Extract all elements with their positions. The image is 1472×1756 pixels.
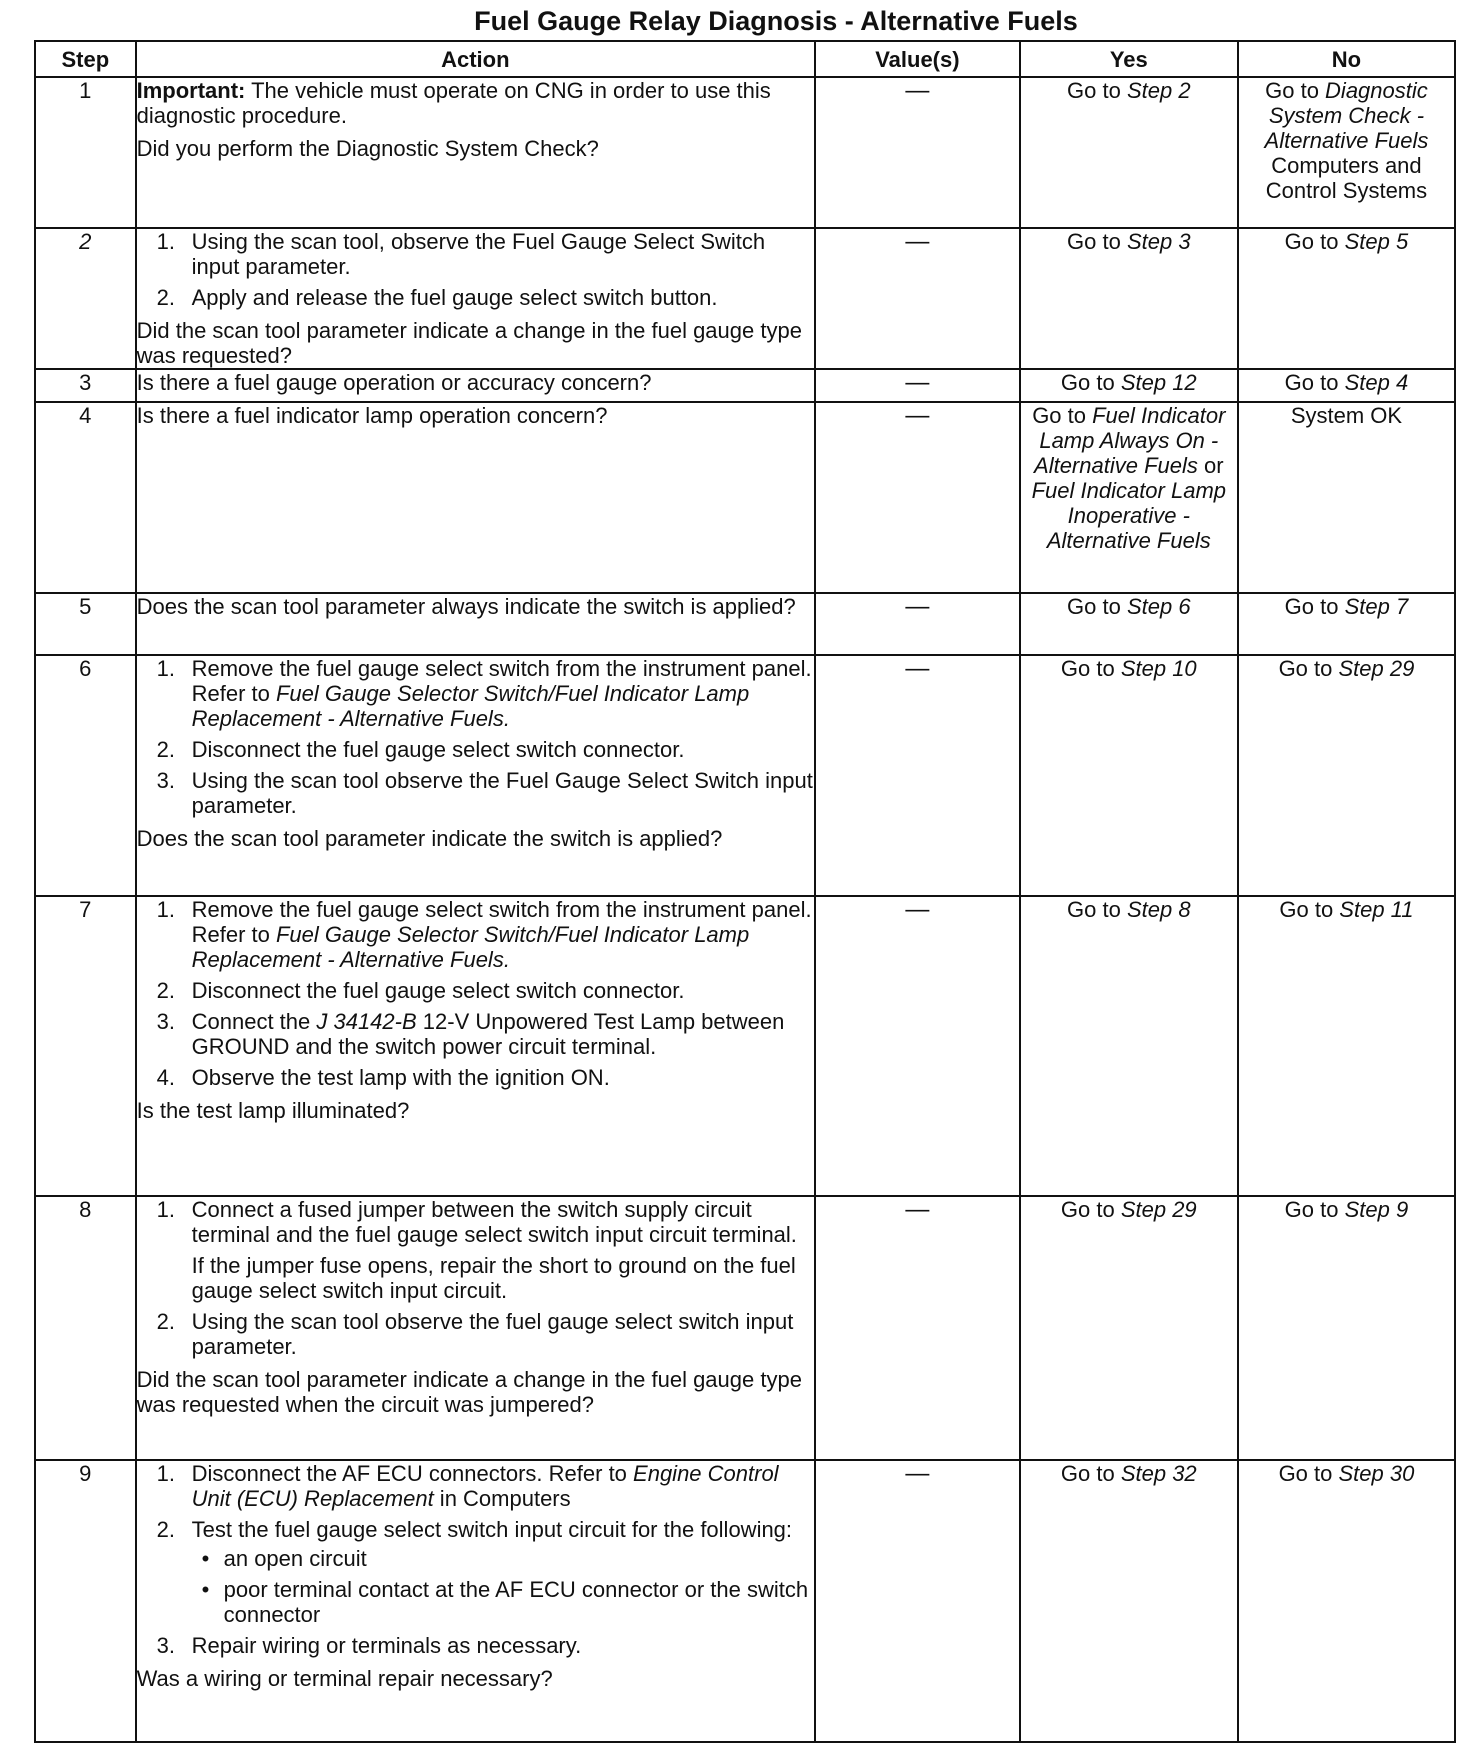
value-cell: —	[815, 228, 1020, 369]
column-header-action: Action	[136, 41, 815, 77]
yes-step-link[interactable]: Step 32	[1120, 1461, 1197, 1486]
action-question: Does the scan tool parameter indicate the switch is applied?	[136, 826, 723, 851]
yes-cell	[1020, 228, 1238, 369]
no-reference-link[interactable]: Diagnostic System Check - Alternative Fuels	[1264, 78, 1429, 153]
action-step-item: 2. Disconnect the fuel gauge select switch connector.	[156, 978, 685, 1003]
no-step-link[interactable]: Step 29	[1338, 656, 1415, 681]
no-cell	[1238, 593, 1455, 655]
action-question: Is there a fuel indicator lamp operation concern?	[136, 403, 608, 428]
action-question: Was a wiring or terminal repair necessary?	[136, 1666, 553, 1691]
action-question: Did the scan tool parameter indicate a change in the fuel gauge type was requested when the circuit was jumpered?	[136, 1367, 802, 1417]
action-steps	[137, 656, 814, 818]
no-step-link[interactable]: Step 4	[1344, 370, 1409, 395]
important-text: The vehicle must operate on CNG in order to use this diagnostic procedure.	[136, 78, 771, 128]
action-step-item: 2. Disconnect the fuel gauge select switch connector.	[156, 737, 685, 762]
no-step-link[interactable]: Step 9	[1344, 1197, 1409, 1222]
yes-prefix: Go to	[1032, 403, 1093, 428]
action-step-item: 1. Connect a fused jumper between the switch supply circuit terminal and the fuel gauge select switch input circuit terminal. If the jumper fuse opens, repair the short to ground on the fuel gauge select switch input circuit.	[137, 1197, 814, 1303]
action-step-text: Disconnect the fuel gauge select switch connector.	[191, 978, 685, 1003]
no-cell: System OK	[1238, 402, 1455, 593]
value-cell: —	[815, 655, 1020, 896]
yes-prefix: Go to	[1067, 897, 1127, 922]
yes-cell	[1020, 402, 1238, 593]
value-cell: —	[815, 1196, 1020, 1460]
step-number: 6	[35, 655, 136, 896]
table-row-step-3	[35, 369, 1455, 402]
action-step-item: 3. Connect the J 34142-B 12-V Unpowered Test Lamp between GROUND and the switch power circuit terminal.	[156, 1009, 785, 1059]
step-number: 7	[35, 896, 136, 1196]
action-step-text: Connect a fused jumper between the switch supply circuit terminal and the fuel gauge select switch input circuit terminal.	[191, 1197, 797, 1247]
action-question: Is the test lamp illuminated?	[136, 1098, 410, 1123]
action-question: Did the scan tool parameter indicate a change in the fuel gauge type was requested?	[136, 318, 802, 368]
no-step-link[interactable]: Step 11	[1339, 897, 1414, 922]
value-cell: —	[815, 402, 1020, 593]
action-step-text: 12-V Unpowered Test Lamp between GROUND and the switch power circuit terminal.	[191, 1009, 785, 1059]
no-prefix: Go to	[1284, 1197, 1345, 1222]
no-prefix: Go to	[1284, 370, 1345, 395]
column-header-no: No	[1238, 41, 1455, 77]
reference-link[interactable]: Engine Control Unit (ECU) Replacement	[191, 1461, 779, 1511]
action-step-text: Test the fuel gauge select switch input circuit for the following:	[191, 1517, 793, 1542]
yes-prefix: Go to	[1060, 1461, 1121, 1486]
step-number-text: 2	[79, 229, 92, 254]
step-number: 4	[35, 402, 136, 593]
table-row-step-4	[35, 402, 1455, 593]
yes-reference-link[interactable]: Fuel Indicator Lamp Inoperative - Alternative Fuels	[1031, 478, 1227, 553]
action-step-text: Observe the test lamp with the ignition ON.	[191, 1065, 610, 1090]
action-step-text: Using the scan tool, observe the Fuel Gauge Select Switch input parameter.	[191, 229, 766, 279]
no-prefix: Go to	[1279, 897, 1340, 922]
table-row-step-2	[35, 228, 1455, 369]
yes-connector: or	[1197, 453, 1224, 478]
action-steps	[137, 1197, 814, 1359]
no-cell	[1238, 77, 1455, 228]
table-row-step-1	[35, 77, 1455, 228]
column-header-yes: Yes	[1020, 41, 1238, 77]
action-step-text: Remove the fuel gauge select switch from the instrument panel. Refer to	[191, 656, 812, 706]
no-cell	[1238, 896, 1455, 1196]
yes-prefix: Go to	[1060, 370, 1121, 395]
action-cell	[136, 77, 815, 228]
table-row-step-8	[35, 1196, 1455, 1460]
action-step-item: 2. Apply and release the fuel gauge select switch button.	[156, 285, 718, 310]
important-note	[137, 78, 814, 128]
step-number: 3	[35, 369, 136, 402]
table-header-row	[35, 41, 1455, 77]
yes-cell	[1020, 1460, 1238, 1742]
yes-cell	[1020, 1196, 1238, 1460]
step-number: 8	[35, 1196, 136, 1460]
yes-cell	[1020, 369, 1238, 402]
value-cell: —	[815, 369, 1020, 402]
yes-step-link[interactable]: Step 29	[1120, 1197, 1197, 1222]
action-cell	[136, 655, 815, 896]
table-row-step-9	[35, 1460, 1455, 1742]
yes-cell	[1020, 655, 1238, 896]
action-question: Is there a fuel gauge operation or accuracy concern?	[136, 370, 652, 395]
yes-reference-link[interactable]: Fuel Indicator Lamp Always On - Alternative Fuels	[1034, 403, 1226, 478]
action-question: Did you perform the Diagnostic System Check?	[136, 136, 599, 161]
table-row-step-5	[35, 593, 1455, 655]
important-label: Important:	[136, 78, 246, 103]
value-cell: —	[815, 593, 1020, 655]
step-number: 5	[35, 593, 136, 655]
action-cell	[136, 228, 815, 369]
yes-step-link[interactable]: Step 2	[1126, 78, 1191, 103]
value-cell: —	[815, 1460, 1020, 1742]
action-step-note: If the jumper fuse opens, repair the short to ground on the fuel gauge select switch input circuit.	[191, 1253, 796, 1303]
no-cell	[1238, 1196, 1455, 1460]
action-cell	[136, 1460, 815, 1742]
yes-cell	[1020, 593, 1238, 655]
yes-step-link[interactable]: Step 10	[1120, 656, 1197, 681]
action-step-item: 3. Using the scan tool observe the Fuel Gauge Select Switch input parameter.	[156, 768, 813, 818]
action-steps	[137, 229, 814, 310]
no-suffix: Computers and Control Systems	[1265, 153, 1428, 203]
action-step-text: Using the scan tool observe the fuel gauge select switch input parameter.	[191, 1309, 794, 1359]
yes-prefix: Go to	[1060, 656, 1121, 681]
value-cell: —	[815, 77, 1020, 228]
table-row-step-6	[35, 655, 1455, 896]
action-step-item: 1. Remove the fuel gauge select switch from the instrument panel. Refer to Fuel Gauge Selector Switch/Fuel Indicator Lamp Replacement - Alternative Fuels.	[156, 897, 812, 972]
column-header-step: Step	[35, 41, 136, 77]
bullet-list	[192, 1546, 814, 1627]
yes-prefix: Go to	[1067, 594, 1127, 619]
no-prefix: Go to	[1284, 594, 1345, 619]
step-number: 1	[35, 77, 136, 228]
page-title: Fuel Gauge Relay Diagnosis - Alternative Fuels	[474, 6, 1078, 36]
tool-reference: J 34142-B	[316, 1009, 417, 1034]
yes-prefix: Go to	[1067, 78, 1127, 103]
action-step-text: Apply and release the fuel gauge select switch button.	[191, 285, 718, 310]
action-step-text: in Computers	[433, 1486, 571, 1511]
yes-step-link[interactable]: Step 12	[1120, 370, 1197, 395]
step-number	[35, 228, 136, 369]
yes-prefix: Go to	[1067, 229, 1127, 254]
action-steps	[137, 897, 814, 1090]
no-prefix: Go to	[1265, 78, 1326, 103]
no-step-link[interactable]: Step 7	[1344, 594, 1409, 619]
action-step-item: 2. Using the scan tool observe the fuel gauge select switch input parameter.	[156, 1309, 794, 1359]
action-step-text: Repair wiring or terminals as necessary.	[191, 1633, 582, 1658]
action-cell	[136, 402, 815, 593]
yes-cell	[1020, 77, 1238, 228]
bullet-item: • an open circuit	[192, 1546, 814, 1571]
reference-link[interactable]: Fuel Gauge Selector Switch/Fuel Indicator Lamp Replacement - Alternative Fuels.	[191, 922, 750, 972]
action-step-item: 1. Remove the fuel gauge select switch from the instrument panel. Refer to Fuel Gauge Selector Switch/Fuel Indicator Lamp Replacement - Alternative Fuels.	[156, 656, 812, 731]
action-step-item: 3. Repair wiring or terminals as necessary.	[156, 1633, 582, 1658]
action-step-text: Remove the fuel gauge select switch from the instrument panel. Refer to	[191, 897, 812, 947]
yes-prefix: Go to	[1060, 1197, 1121, 1222]
yes-cell	[1020, 896, 1238, 1196]
action-cell	[136, 896, 815, 1196]
action-step-text: Disconnect the AF ECU connectors. Refer to	[191, 1461, 634, 1486]
diagnosis-table	[34, 40, 1456, 1743]
action-step-text: Connect the	[191, 1009, 317, 1034]
column-header-values: Value(s)	[815, 41, 1020, 77]
table-row-step-7	[35, 896, 1455, 1196]
no-cell	[1238, 228, 1455, 369]
action-step-item: 1. Disconnect the AF ECU connectors. Refer to Engine Control Unit (ECU) Replacement in Computers	[156, 1461, 779, 1511]
reference-link[interactable]: Fuel Gauge Selector Switch/Fuel Indicator Lamp Replacement - Alternative Fuels.	[191, 681, 750, 731]
yes-step-link[interactable]: Step 3	[1126, 229, 1191, 254]
action-question: Does the scan tool parameter always indicate the switch is applied?	[136, 594, 796, 619]
no-step-link[interactable]: Step 5	[1344, 229, 1409, 254]
no-prefix: Go to	[1278, 1461, 1339, 1486]
yes-step-link[interactable]: Step 6	[1126, 594, 1191, 619]
no-step-link[interactable]: Step 30	[1338, 1461, 1415, 1486]
yes-step-link[interactable]: Step 8	[1126, 897, 1191, 922]
action-step-text: Disconnect the fuel gauge select switch connector.	[191, 737, 685, 762]
action-steps	[137, 1461, 814, 1658]
value-cell: —	[815, 896, 1020, 1196]
no-cell	[1238, 369, 1455, 402]
no-prefix: Go to	[1284, 229, 1345, 254]
no-cell	[1238, 655, 1455, 896]
bullet-item: • poor terminal contact at the AF ECU connector or the switch connector	[192, 1577, 814, 1627]
action-step-item: 1. Using the scan tool, observe the Fuel Gauge Select Switch input parameter.	[156, 229, 766, 279]
action-cell	[136, 1196, 815, 1460]
action-step-item: 2. Test the fuel gauge select switch input circuit for the following: • an open circuit • poor terminal contact at the AF ECU connector or the switch connector	[137, 1517, 814, 1627]
no-prefix: Go to	[1278, 656, 1339, 681]
step-number: 9	[35, 1460, 136, 1742]
action-cell	[136, 369, 815, 402]
action-step-item: 4. Observe the test lamp with the ignition ON.	[156, 1065, 610, 1090]
action-step-text: Using the scan tool observe the Fuel Gauge Select Switch input parameter.	[191, 768, 813, 818]
no-cell	[1238, 1460, 1455, 1742]
action-cell	[136, 593, 815, 655]
